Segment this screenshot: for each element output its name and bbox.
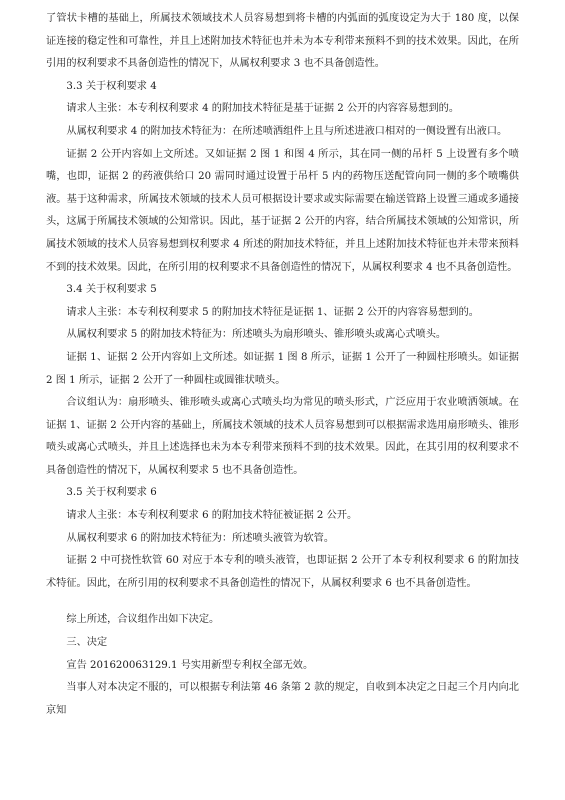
paragraph: 证据 2 中可挠性软管 60 对应于本专利的喷头液管，也即证据 2 公开了本专利权利要求 6 的附加技术特征。因此，在所引用的权利要求不具备创造性的情况下，从属权利要求 6 也不具备创造性。	[46, 555, 519, 589]
paragraph-gap	[46, 595, 519, 609]
paragraph: 证据 2 公开内容如上文所述。又如证据 2 图 1 和图 4 所示，其在同一侧的吊杆 5 上设置有多个喷嘴，也即，证据 2 的药液供给口 20 需同时通过设置于吊杆 5 内的药物压送配管向同一侧的多个喷嘴供液。基于这种需求，所属技术领域的技术人员可根据设计要求或实际需要在输送管路上设置三通或多通接头，这属于所属技术领域的公知常识。因此，基于证据 2 公开的内容，结合所属技术领域的公知常识，所属技术领域的技术人员容易想到权利要求 4 所述的附加技术特征，并且上述附加技术特征也并未带来预料不到的技术效果。因此，在所引用的权利要求不具备创造性的情况下，从属权利要求 4 也不具备创造性。	[46, 148, 519, 273]
paragraph: 了管状卡槽的基础上，所属技术领域技术人员容易想到将卡槽的内弧面的弧度设定为大于 180 度，以保证连接的稳定性和可靠性，并且上述附加技术特征也并未为本专利带来预料不到的技术效果。因此，在所引用的权利要求不具备创造性的情况下，从属权利要求 3 也不具备创造性。	[46, 13, 519, 70]
paragraph: 从属权利要求 4 的附加技术特征为：在所述喷洒组件上且与所述进液口相对的一侧设置有出液口。	[66, 125, 508, 137]
paragraph: 合议组认为：扇形喷头、锥形喷头或离心式喷头均为常见的喷头形式，广泛应用于农业喷洒领域。在证据 1、证据 2 公开内容的基础上，所属技术领域的技术人员容易想到可以根据需求选用扇形喷头、锥形喷头或离心式喷头，并且上述选择也未为本专利带来预料不到的技术效果。因此，在其引用的权利要求不具备创造性的情况下，从属权利要求 5 也不具备创造性。	[46, 397, 519, 476]
paragraph: 三、决定	[66, 637, 108, 649]
paragraph: 从属权利要求 6 的附加技术特征为：所述喷头液管为软管。	[66, 532, 335, 544]
paragraph: 3.4 关于权利要求 5	[66, 284, 157, 296]
paragraph: 3.3 关于权利要求 4	[66, 80, 157, 92]
paragraph: 综上所述，合议组作出如下决定。	[66, 614, 220, 626]
paragraph: 从属权利要求 5 的附加技术特征为：所述喷头为扇形喷头、锥形喷头或离心式喷头。	[66, 329, 447, 341]
paragraph: 请求人主张：本专利权利要求 4 的附加技术特征是基于证据 2 公开的内容容易想到的。	[66, 103, 460, 115]
paragraph: 当事人对本决定不服的，可以根据专利法第 46 条第 2 款的规定，自收到本决定之日起三个月内向北京知	[46, 682, 519, 716]
paragraph: 请求人主张：本专利权利要求 6 的附加技术特征被证据 2 公开。	[66, 510, 358, 522]
paragraph: 请求人主张：本专利权利要求 5 的附加技术特征是证据 1、证据 2 公开的内容容易想到的。	[66, 306, 479, 318]
paragraph: 3.5 关于权利要求 6	[66, 487, 157, 499]
paragraph: 证据 1、证据 2 公开内容如上文所述。如证据 1 图 8 所示，证据 1 公开了一种圆柱形喷头。如证据 2 图 1 所示，证据 2 公开了一种圆柱或圆锥状喷头。	[46, 351, 519, 386]
paragraph: 宣告 201620063129.1 号实用新型专利权全部无效。	[66, 659, 314, 671]
document-body	[46, 8, 519, 722]
